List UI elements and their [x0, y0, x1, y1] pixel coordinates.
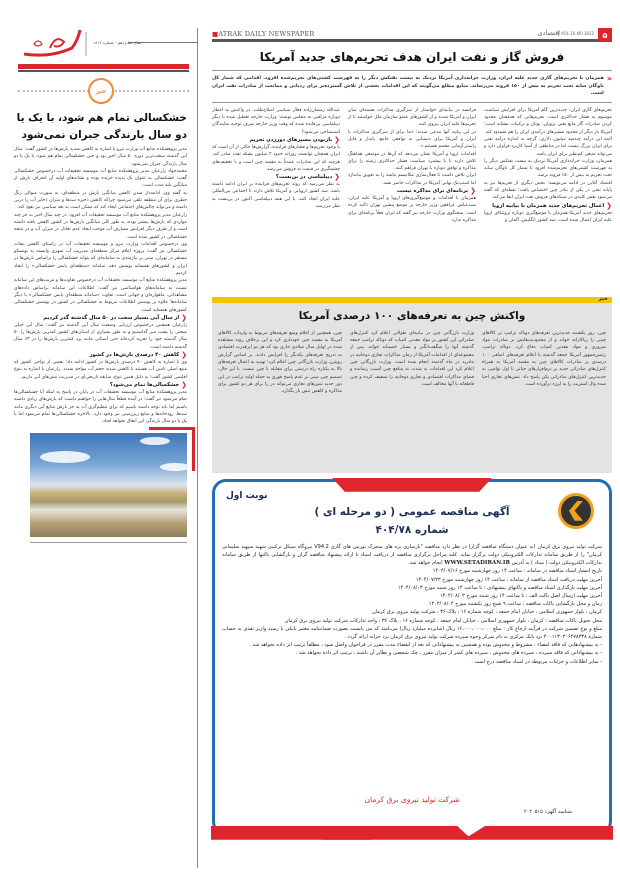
drought-landscape-photo: [30, 433, 187, 537]
ad-title: آگهی مناقصه عمومی ( دو مرحله ای ) شماره ۴۰۴/۷۸: [272, 503, 552, 539]
ad-round-label: نوبت اول: [226, 490, 268, 501]
paragraph: تحریم‌های جدید آمریکا همزمان با موضع‌گیری دوباره تروئیکای اروپا علیه ایران اعمال شده است. سه کشور انگلیس، آلمان و: [484, 210, 612, 223]
article-title: خشکسالی تمام هم شود، با یک یا دو سال بارندگی جبران نمی‌شود: [16, 112, 187, 141]
ad-decoration: [322, 826, 472, 840]
news-label: خبر: [598, 295, 608, 302]
red-rule: [18, 64, 189, 69]
paragraph: فرانسه در بیانیه‌ای خواستار از سرگیری مذاکرات هسته‌ای میان ایران و آمریکا شدند و از کشورهای عضو سازمان ملل خواستند تا از تحریم‌ها علیه ایران پیروی کنند.: [348, 107, 476, 128]
section-label: اقتصادی: [537, 29, 560, 37]
paragraph: تحریم‌های گازی ایران، جدیدترین گام آمریکا برای افزایش سیاست موسوم به فشار حداکثری است. تحریم‌هایی که هدفشان محدود کردن صادرات گاز مایع یعنی پروپان، بوتان و ترکیبات مشابه است؛ آمریکا بار دیگر از محدود مسیرهای درآمدی ایران را هم مسدود کند.: [484, 107, 612, 135]
paragraph: وی با اشاره به کاهش ۴۰ درصدی بارش‌ها در کشور ادامه داد: بعضی از نواحی کشور که منبع اصلی تامین آب هستند با کاهش شدید حجم آب مواجه شدند. زارعیان با اشاره به تنوع اقلیمی کشور گفت: به دلیل همین تنوع، سابقه تاریخی‌ای در مدیریت تنش‌های آبی داریم.: [14, 360, 187, 380]
subheading: ❮ بازبودن مسیرهای دورزدن تحریم: [249, 135, 340, 144]
chevron-icon: ❮: [181, 380, 187, 389]
ad-line: کرمان ، بلوار جمهوری اسلامی ، خیابان امام جمعه ، کوچه شماره ۱۶ ، پلاک ۳۶ ، شرکت تولید نیروی برق کرمان: [372, 609, 602, 616]
china-columns: [218, 330, 606, 396]
subheading: ❮ برنامه‌ای برای مذاکره نیست: [396, 187, 476, 196]
ad-line: - به پیشنهادهایی که فاقد امضاء ، مشروط و مخدوش بوده و همچنین به پیشنهاداتی که بعد از انقضاء مدت مقرر در فراخوان واصل شود ، مطلقاً ترتیب اثر داده نخواهد شد .: [249, 642, 602, 649]
paragraph: با وجود تحریم‌ها و فشارهای فزاینده، گزارش‌ها حاکی از آن است که ایران همچنان توانسته روزانه حدود ۲ میلیون بشکه نفت صادر کند. هرچند که این صادرات عمدتاً به مقصد چین است و با تخفیف‌های چشمگیری در قیمت به فروش می‌رسد.: [212, 144, 340, 172]
ad-code: شناسه آگهی: ۲۰۲۰۵۱۵: [523, 808, 572, 815]
paragraph: اقتصاد آنلاین در ادامه می‌نویسد: بخش دیگری از تحریم‌ها نیز به پایانه نفتی در یکی از بنادر چین اختصاص یافت؛ نقطه‌ای که گفته می‌شود نقش کلیدی در شبکه‌های فروش نفت ایران ایفا می‌کند.: [484, 180, 612, 201]
paragraph: وزارت بازرگانی چین در بیانیه‌ای طولانی اعلام کرد کنترل‌های صادراتی این کشور بر مواد معدنی کمیاب که دونالد ترامپ جمعه گذشته آنها را شگفت‌انگیز و بسیار خصمانه خواند، پس از مجموعه‌ای از اقدامات آمریکا از زمان مذاکرات تجاری دوجانبه در مادرید در ماه گذشته انجام شده است. وزارت بازرگانی چین اعلام کرد این اقدامات به شدت به منافع چین آسیب رسانده و فضای مذاکرات اقتصادی و تجاری دوجانبه را تضعیف کرده و چین قاطعانه با آنها مخالف است.: [350, 330, 474, 387]
subheading: ❮ از سال آبی بسیار سخت در ۵۰ سال گذشته گذر کردیم: [43, 313, 187, 322]
ad-line: - به پیشنهاداتی که فاقد سپرده ، سپرده های مخدوش ، سپرده های کمتر از میزان مقرر ، چک شخصی و نظایر آن باشند ، ترتیب اثر داده نخواهد شد .: [295, 650, 602, 657]
main-article-columns: [212, 103, 612, 293]
main-headline: فروش گاز و نفت ایران هدف تحریم‌های جدید آمریکا: [212, 42, 612, 71]
subheading: ❮ کاهش ۴۰ درصدی بارش‌ها در کشور: [89, 351, 187, 360]
paragraph: زارعیان همچنین درخصوص ارزیابی وضعیت سال آبی گذشته نیز گفت: سال آبی خیلی سختی را پشت سر گذاشتیم و به طور بسیاری از استان‌های کشور کمترین بارش‌ها را ۵۰ سال گذشته خود را تجربه کرده‌اند حتی استانی مانند یزد کمترین بارش‌ها را در ۶۳ سال گذشته داشته است.: [14, 322, 188, 350]
ad-line: محل تحویل پاکات مناقصه : کرمان ، بلوار جمهوری اسلامی ، خیابان امام جمعه ، کوچه شماره ۱۶ ، پلاک ۳۶ ، واحد تدارکات شرکت تولید نیروی برق کرمان: [284, 617, 602, 624]
news-badge: خبر: [88, 78, 114, 104]
left-column: [8, 28, 198, 868]
volume-label: VOL.16,NO.1812: [558, 31, 594, 36]
paragraph: مدیر پژوهشکده منابع آب موسسه تحقیقات آب در پایان در پاسخ به اینکه آیا خشکسالی‌ها تمام می‌شود نیز گفت: در آینده قطعاً سال‌هایی را خواهیم داشت که بارش‌های زیادی داشته باشیم اما باید توجه داشته باشیم که برای تنظیم‌گری آب به جز بارش منابع آبی دیگری مانند سدها، رودخانه‌ها و منابع زیرزمینی نیز وجود دارد. بالاخره خشکسالی‌ها تمام می‌شود اما با یک یا دو سال بارندگی این اتفاق نخواهد افتاد.: [14, 389, 187, 425]
paragraph: چین، روز یکشنبه جدیدترین تعرفه‌های دونالد ترامپ بر کالاهای چینی را ریاکارانه خواند و از محدودیت‌هایش بر صادرات مواد ضروری و مواد معدنی کمیاب دفاع کرد. دونالد ترامپ، رئیس‌جمهور آمریکا جمعه گذشته با اعلام تعرفه‌های اضافی ۱۰۰ درصدی بر صادرات کالاهای چین به مقصد آمریکا به همراه کنترل‌های صادراتی جدید بر نرم‌افزارهای حیاتی تا اول نوامبر، به جدیدترین کنترل‌های صادراتی پکن پاسخ داد. تنش‌های تجاری احیا شده وال استریت را به لرزه درآورده است.: [482, 330, 606, 387]
paragraph: مدیر پژوهشکده منابع آب موسسه تحقیقات آب درخصوص تفاوت‌ها و مزیت‌های این سامانه نسبت به سامانه‌های هواشناسی نیز گفت: اطلاعات این سامانه براساس داده‌های مشاهداتی، ماهواره‌ای و جهانی است. تفاوت «سامانه منطقه‌ای پایش خشکسالی» با دیگر سامانه‌ها علاوه بر پوشش اطلاعات مربوط به خشکسالی در کشور در پوشش خشکسالی کشورهای همسایه است.: [14, 278, 187, 313]
chevron-icon: ❮: [470, 187, 476, 196]
paragraph: محمدجواد زارعیان مدیر پژوهشکده منابع آب موسسه تحقیقات آب درخصوص خشکسالی گفت: خشکسالی به عنوان یک پدیده خزنده بوده و نشانه‌های اولیه آن انحراف بارش از میانگین بلند مدت است.: [14, 168, 187, 189]
lead-paragraph: « همزمان با تحریم‌های گازی جدید علیه ایران، وزارت خزانه‌داری آمریکا نزدیک به بیست نفتکش دیگر را به فهرست کشتی‌های تحریم‌شده افزود. اقدامی که شمار کل ناوگان سایه تحت تحریم به بیش از ۱۵۰ فروند می‌رساند. منابع مطلع می‌گویند که این اقدامات بخشی از تلاش گسترده‌تر برای ردیابی و ممانعت از صادرات نفت ایران است.: [212, 71, 612, 103]
paragraph: البته این درآمد چندصد میلیون دلاری، گرچه به اندازه درآمد نفتی برای ایران بزرگ نیست اما در مناطقی از آسیا کاربرد فراوان دارد و می‌تواند منبعی کم‌نظیر برای ایران باشد.: [484, 136, 612, 157]
ad-line: تاریخ انتشار اسناد مناقصه در سامانه : ساعت ۱۴ روز چهارشنبه مورخ ۱۴۰۴/۰۷/۱۶: [432, 568, 602, 575]
article-body: [8, 146, 197, 425]
paragraph: چین، همچنین از اعلام وضع تعرفه‌های مربوط به واردات کالاهای آمریکا به مقصد چین خودداری کرد و این برخلاف روند مشاهده شده در اوایل سال میلادی جاری بود که هر دو ابرقدرت اقتصادی به تدریج تعرفه‌های یکدیگر را افزایش دادند. بر اساس گزارش رویترز، وزارت بازرگانی چین اعلام کرد: تهدید به اعمال تعرفه‌های بالا به یکباره راه درستی برای مقابله با چین نیست. با این حال، تصمیم چین مبنی بر عدم پاسخ فوری به حمله اولیه ترامپ در این دور جدید تنش‌های تجاری می‌تواند در را برای هر دو کشور برای مذاکره و کاهش تنش باز بگذارد.: [218, 330, 342, 395]
paragraph: در این بیانیه آنها مدعی شدند: «ما برای از سرگیری مذاکرات با ایران و آمریکا برای دستیابی به توافقی جامع، پایدار و قابل راستی‌آزمایی مجمم هستیم.»: [348, 129, 476, 150]
divider: [128, 42, 198, 43]
chevron-icon: ❮: [181, 351, 187, 360]
subheading: ❮ اعمال تحریم‌های جدید همزمان با بیانیه اروپا: [492, 201, 612, 210]
paper-name: ■ATRAK DAILY NEWSPAPER: [212, 30, 315, 38]
paragraph: به نظر می‌رسد که روند تحریم‌های فزاینده بر ایران ادامه داشته باشد. سه کشور اروپایی و آمریکا تلاش دارند تا اجماعی بین‌المللی علیه ایران ایجاد کنند. با این همه دیپلماسی اکنون در بن‌بست به نظر می‌رسد.: [212, 182, 340, 210]
article-title: واکنش چین به تعرفه‌های ۱۰۰ درصدی آمریکا: [298, 309, 526, 322]
news-label-bar: [212, 297, 612, 303]
chevron-icon: ❮: [334, 173, 340, 182]
page-number: ۵: [598, 28, 612, 42]
divider: [30, 542, 187, 543]
article-photo-frame: [26, 429, 187, 541]
chevron-icon: ❮: [181, 313, 187, 322]
column: [484, 107, 612, 293]
setad-link[interactable]: WWW.SETADIRAN.IR: [444, 560, 511, 567]
subheading: ❮ خشکسالی‌ها تمام می‌شود؟: [109, 380, 187, 389]
column: [212, 107, 340, 293]
tender-advertisement: [212, 479, 612, 839]
paragraph: همزمان با اقدامات و موضع‌گیری‌های اروپا و آمریکا علیه ایران، سیدعباس عراقچی وزیر خارجه بر موضع پیشین تهران تاکید کرده است. سخنگوی وزارت خارجه نیز گفته که ایران فعلاً برنامه‌ای برای مذاکره ندارد.: [348, 196, 476, 223]
ad-body: [222, 543, 602, 666]
paragraph: وی درخصوص اقدامات وزارت نیرو و موسسه تحقیقات آب در راستای کاهش تبعات خشکسالی نیز گفت: پروژه اعلام مرکز منطقه‌ای مدیریت آب شهری وابسته به یونسکو مستقر در تهران، مبنی بر نیازمندی به سامانه‌ای که بتواند خشکسالی را براساس بارش‌ها در ایران و کشورهای همسایه پوشش دهد، سامانه «منطقه‌ای پایش خشکسالی» را ایجاد کردیم.: [14, 241, 187, 277]
paragraph: ایران تلاش داشت تا فعال‌سازی مکانیسم ماشه را به تعویق بیاندازد اما اسنپ‌بک نهایی آمریکا در مذاکرات حاضر نشد.: [348, 173, 476, 186]
ad-company-name: شرکت تولید نیروی برق کرمان: [364, 794, 460, 804]
company-logo-icon: [558, 493, 594, 529]
main-area: [212, 28, 612, 839]
ad-line: آخرین مهلت ارسال اصل پاکت الف : تا ساعت ۱۴ روز شنبه مورخ ۱۴۰۴/۰۸/۰۳: [440, 593, 602, 599]
issue-line: سال شانزدهم - شماره ۱۸۱۲: [93, 40, 141, 45]
column: [348, 107, 476, 293]
chevron-icon: ❮: [334, 135, 340, 144]
tender-number: شماره ۴۰۴/۷۸: [375, 523, 449, 536]
ad-intro: شرکت تولید نیروی برق کرمان (به عنوان دستگاه مناقصه گزار) در نظر دارد مناقصه "بازسازی پره های متحرک توربین های گازی V94.2 نیروگاه سیکل ترکیبی شهید سپهبد سلیمانی کرمان" را از طریق سامانه تدارکات الکترونیکی دولت برگزار نماید. کلیه مراحل برگزاری مناقصه از دریافت اسناد تا ارائه پیشنهاد مناقصه گران و بازگشایی پاکتها از طریق سامانه تدارکات الکترونیکی دولت ( ستاد ) به آدرس WWW.SETADIRAN.IR انجام خواهد شد.: [222, 543, 602, 567]
ad-decoration: [332, 478, 492, 492]
masthead: [8, 28, 197, 58]
paragraph: زارعیان مدیر پژوهشکده منابع آب موسسه تحقیقات آب افزود: در چند سال اخیر به جز چند مواردی که بارش‌ها بیشتر بوده، به طور کلی میانگین بارش‌ها در کشور کاهش یافته داشته است و از طرف دیگر افزایش مصارف آب موجب ایجاد عدم تعادل در میزان آب و در نتیجه خشکسالی در کشور شده است.: [14, 212, 187, 240]
paragraph: همزمان، وزارت خزانه‌داری آمریکا نزدیک به بیست نفتکش دیگر را به فهرست کشتی‌های تحریم‌شده افزود تا شمار کل ناوگان سایه تحت تحریم به بیش از ۱۵۰ فروند برسد.: [484, 158, 612, 179]
badge-row: [8, 76, 197, 106]
ad-line: زمان و محل بازگشایی پاکات مناقصه : ساعت ۹ صبح روز یکشنبه مورخ ۱۴۰۴/۰۸/۰۴: [428, 601, 602, 608]
china-article: [212, 303, 612, 473]
paragraph: مدیر پژوهشکده منابع آب وزارت نیرو با اشاره به کاهش شدید بارش‌ها در کشور گفت: سال آبی گذشته سخت‌ترین دوره ۵۰ سال اخیر بود و حتی خشکسالی تمام هم شود، با یک یا دو سال بارندگی جبران نمی‌شود.: [14, 147, 187, 167]
subheading: ❮ دیپلماسی در بن‌بست؟: [275, 173, 340, 182]
ad-line: مبلغ و نوع تضمین شرکت در فرآیند ارجاع کار : مبلغ ۱۶،۰۰۰،۰۰۰،۰۰۰ ریال (شانزده میلیارد ریال) می‌باشد که می بایست بصورت ضمانتنامه معتبر بانکی یا رسید واریز نقدی به حساب شماره ۴۰۰۱۱۳۰۳۰۶۴۷۸۳۳۸ نزد بانک مرکزی به نام تمرکز وجوه سپرده شرکت تولید نیروی برق کرمان نزد خزانه ارائه گردد .: [222, 625, 602, 641]
gray-rule: [18, 70, 189, 72]
paragraph: عبدالله رمضان‌زاده فعال سیاسی اصلاح‌طلب، در واکنش به اعطار دوباره مراقبی به مجلس نوشته: وزارت خارجه تعطیل شده یا دیگر دیپلماسی بی‌فایده شده که وقت وزیر خارجه صرف توجیه نمایندگان استیضاحی می‌شود؟: [212, 107, 340, 135]
ad-line: آخرین مهلت بارگذاری اسناد مناقصه و پاکتهای پیشنهادی : تا ساعت ۱۴ روز شنبه مورخ ۱۴۰۴/۰۸/۰۳: [397, 584, 602, 591]
ad-decoration: [463, 826, 613, 840]
paragraph: به گفته وی، ادامه‌دار شدن کاهش میانگین بارش در منطقه‌ای، به صورت متوالی زنگ خطری برای آن منطقه تلقی می‌شود چراکه کاهش ذخیره سدها و میزان ذخایر آب را دربی داشته و می‌تواند چالش‌های اجتماعی ایجاد کند که ممکن است به بعد سیاسی نیز نفوذ کند.: [14, 190, 187, 211]
paragraph: اقدامات اروپا و آمریکا نشان می‌دهد که آن‌ها در موضعی هماهنگ تلاش دارند تا با پیشبرد سیاست فشار حداکثری زمینه را برای مذاکره و توافق دوباره با تهران فراهم کنند.: [348, 151, 476, 172]
ad-line: آخرین مهلت دریافت اسناد مناقصه از سامانه : ساعت ۱۴ روز چهارشنبه مورخ ۱۴۰۴/۰۷/۲۳: [415, 576, 602, 583]
atrak-logo: [20, 28, 92, 58]
double-chevron-icon: «: [606, 74, 612, 83]
chevron-icon: ❮: [606, 201, 612, 210]
ad-line: - سایر اطلاعات و جزئیات مربوطه در اسناد مناقصه درج است .: [471, 658, 602, 665]
page-header: [212, 28, 612, 42]
